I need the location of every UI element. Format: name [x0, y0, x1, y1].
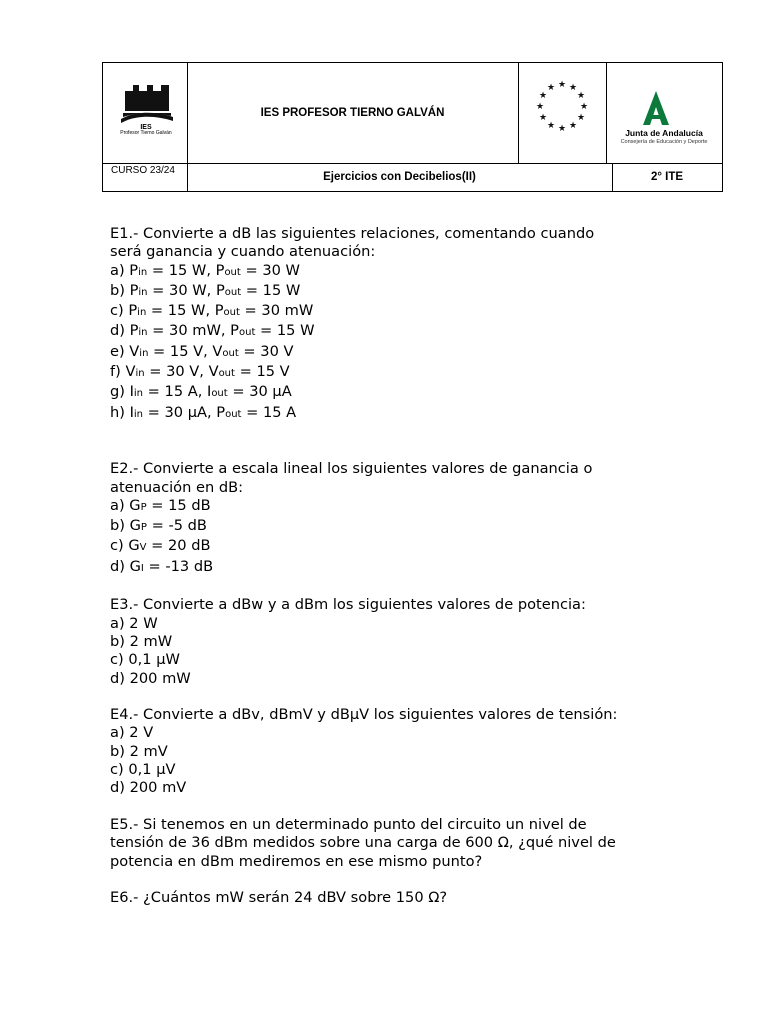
- list-item: a) GP = 15 dB: [110, 496, 211, 514]
- course-label: CURSO 23/24: [111, 165, 175, 176]
- svg-text:★: ★: [538, 91, 548, 101]
- divider: [606, 63, 607, 163]
- junta-andalucia-logo-icon: [643, 91, 669, 125]
- exercise-e1: [110, 225, 710, 424]
- exercise-statement: E4.- Convierte a dBv, dBmV y dBμV los siguientes valores de tensión:: [110, 706, 618, 724]
- exercise-e5: [110, 816, 710, 871]
- svg-text:★: ★: [576, 91, 586, 101]
- list-item: b) GP = -5 dB: [110, 517, 207, 535]
- junta-name: Junta de Andalucía: [625, 128, 703, 138]
- exercise-statement: atenuación en dB:: [110, 478, 244, 496]
- exercise-statement: será ganancia y cuando atenuación:: [110, 243, 376, 261]
- junta-caption: [607, 129, 721, 145]
- list-item: f) Vin = 30 V, Vout = 15 V: [110, 363, 290, 381]
- exercise-statement: potencia en dBm mediremos en ese mismo punto?: [110, 852, 483, 870]
- svg-text:★: ★: [538, 113, 548, 123]
- ies-logo-label: IES: [140, 124, 152, 131]
- list-item: c) 0,1 μV: [110, 761, 176, 779]
- exercise-e6: [110, 889, 710, 907]
- list-item: d) Pin = 30 mW, Pout = 15 W: [110, 322, 315, 340]
- eu-stars-icon: [531, 79, 593, 137]
- ies-logo-sublabel: Profesor Tierno Galván: [120, 130, 172, 137]
- exercise-statement: tensión de 36 dBm medidos sobre una carga de 600 Ω, ¿qué nivel de: [110, 834, 616, 852]
- list-item: a) 2 W: [110, 614, 158, 632]
- svg-text:★: ★: [557, 80, 567, 90]
- svg-text:★: ★: [579, 102, 589, 112]
- svg-text:★: ★: [546, 121, 556, 131]
- ies-logo-caption: [111, 124, 181, 137]
- svg-text:★: ★: [535, 102, 545, 112]
- grade-label: 2° ITE: [650, 171, 684, 183]
- list-item: d) 200 mV: [110, 779, 187, 797]
- svg-text:★: ★: [576, 113, 586, 123]
- list-item: e) Vin = 15 V, Vout = 30 V: [110, 342, 294, 360]
- exercise-list: [110, 225, 710, 926]
- list-item: c) Pin = 15 W, Pout = 30 mW: [110, 302, 314, 320]
- subject-title: Ejercicios con Decibelios(II): [323, 171, 476, 183]
- exercise-statement: E6.- ¿Cuántos mW serán 24 dBV sobre 150 Ω?: [110, 889, 448, 907]
- list-item: a) 2 V: [110, 724, 154, 742]
- exercise-statement: E1.- Convierte a dB las siguientes relaciones, comentando cuando: [110, 225, 595, 242]
- svg-text:★: ★: [568, 121, 578, 131]
- svg-text:★: ★: [557, 124, 567, 134]
- exercise-e2: [110, 460, 710, 578]
- school-name: IES PROFESOR TIERNO GALVÁN: [260, 107, 445, 119]
- exercise-e3: [110, 596, 710, 687]
- exercise-statement: E2.- Convierte a escala lineal los siguientes valores de ganancia o: [110, 460, 593, 478]
- list-item: d) 200 mW: [110, 669, 191, 687]
- list-item: c) 0,1 μW: [110, 651, 180, 669]
- list-item: d) GI = -13 dB: [110, 557, 214, 575]
- list-item: b) Pin = 30 W, Pout = 15 W: [110, 281, 301, 299]
- svg-text:★: ★: [568, 83, 578, 93]
- list-item: g) Iin = 15 A, Iout = 30 μA: [110, 383, 292, 401]
- divider: [518, 63, 519, 163]
- exercise-e4: [110, 706, 710, 797]
- exercise-statement: E3.- Convierte a dBw y a dBm los siguientes valores de potencia:: [110, 596, 586, 614]
- list-item: h) Iin = 30 μA, Pout = 15 A: [110, 403, 297, 421]
- header-table: [102, 62, 723, 192]
- svg-text:★: ★: [546, 83, 556, 93]
- list-item: b) 2 mV: [110, 742, 168, 760]
- junta-dept: Consejería de Educación y Deporte: [620, 138, 708, 145]
- list-item: a) Pin = 15 W, Pout = 30 W: [110, 261, 300, 279]
- list-item: b) 2 mW: [110, 632, 173, 650]
- list-item: c) GV = 20 dB: [110, 537, 211, 555]
- exercise-statement: E5.- Si tenemos en un determinado punto del circuito un nivel de: [110, 815, 587, 833]
